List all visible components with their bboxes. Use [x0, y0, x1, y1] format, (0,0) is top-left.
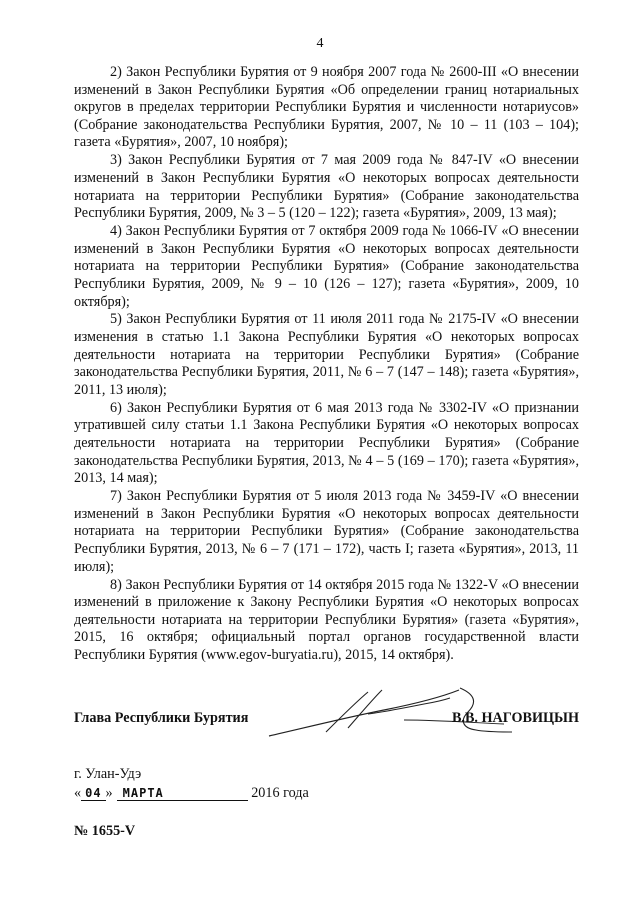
list-item: 5) Закон Республики Бурятия от 11 июля 2011 года № 2175-IV «О внесении изменения в статью 1.1 Закона Республики Бурятия «О некоторых вопросах деятельности нотариата на территории Республики Бурятия» (Собрание законодательства Республики Бурятия, 2011, № 6 – 7 (147 – 148); газета «Бурятия», 2011, 13 июля);: [74, 311, 579, 398]
list-item: 7) Закон Республики Бурятия от 5 июля 2013 года № 3459-IV «О внесении изменений в Закон Республики Бурятия «О некоторых вопросах деятельности нотариата на территории Республики Бурятия» (Собрание законодательства Республики Бурятия, 2013, № 6 – 7 (171 – 172), часть I; газета «Бурятия», 2013, 11 июля);: [74, 488, 579, 575]
list-item: 3) Закон Республики Бурятия от 7 мая 2009 года № 847-IV «О внесении изменений в Закон Республики Бурятия «О некоторых вопросах деятельности нотариата на территории Республики Бурятия» (Собрание законодательства Республики Бурятия, 2009, № 3 – 5 (120 – 122); газета «Бурятия», 2009, 13 мая);: [74, 152, 579, 222]
place-of-signing: г. Улан-Удэ: [74, 766, 142, 782]
law-number: № 1655-V: [74, 823, 136, 839]
list-item: 6) Закон Республики Бурятия от 6 мая 2013 года № 3302-IV «О признании утратившей силу статьи 1.1 Закона Республики Бурятия «О некоторых вопросах деятельности нотариата на территории Республики Бурятия» (Собрание законодательства Республики Бурятия, 2013, № 4 – 5 (169 – 170); газета «Бурятия», 2013, 14 мая);: [74, 399, 579, 487]
signature-block: [74, 710, 579, 750]
page-number: 4: [316, 36, 324, 51]
date-close-quote: »: [105, 785, 113, 801]
date-year: 2016 года: [251, 785, 309, 801]
date-open-quote: «: [74, 785, 82, 801]
date-line: [74, 785, 309, 802]
list-item: 8) Закон Республики Бурятия от 14 октября 2015 года № 1322-V «О внесении изменений в приложение к Закону Республики Бурятия «О некоторых вопросах деятельности нотариата на территории Республики Бурятия» (газета «Бурятия», 2015, 16 октября; официальный портал органов государственной власти Республики Бурятия (www.egov-buryatia.ru), 2015, 14 октября).: [74, 576, 579, 663]
list-item: 2) Закон Республики Бурятия от 9 ноября 2007 года № 2600-III «О внесении изменений в Закон Республики Бурятия «Об определении границ нотариальных округов в пределах территории Республики Бурятия и численности нотариусов» (Собрание законодательства Республики Бурятия, 2007, № 10 – 11 (103 – 104); газета «Бурятия», 2007, 10 ноября);: [74, 64, 579, 151]
signatory-title: Глава Республики Бурятия: [74, 710, 249, 726]
date-day: 04: [81, 786, 105, 801]
document-body: [74, 64, 579, 665]
list-item: 4) Закон Республики Бурятия от 7 октября 2009 года № 1066-IV «О внесении изменений в Закон Республики Бурятия «О некоторых вопросах деятельности нотариата на территории Республики Бурятия» (Собрание законодательства Республики Бурятия, 2009, № 9 – 10 (126 – 127); газета «Бурятия», 2009, 10 октября);: [74, 223, 579, 310]
signatory-name: В.В. НАГОВИЦЫН: [451, 710, 579, 726]
date-month: МАРТА: [117, 786, 248, 801]
